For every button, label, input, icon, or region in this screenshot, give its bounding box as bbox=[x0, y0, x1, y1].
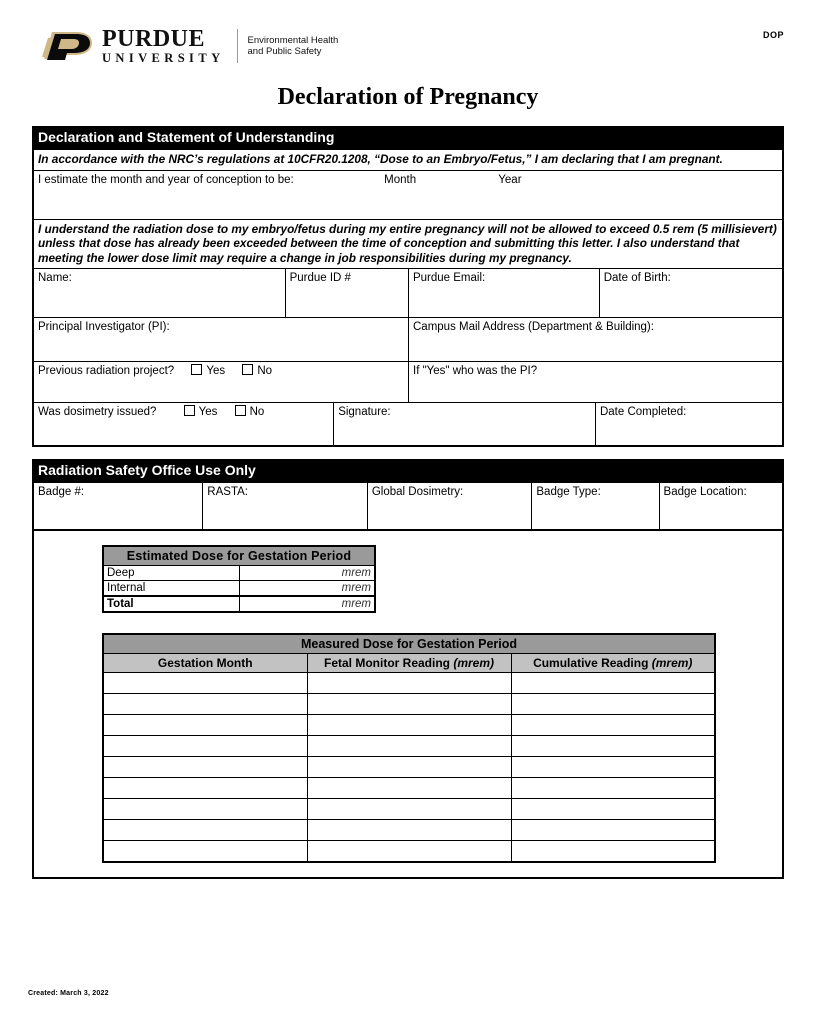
column-gestation-month-text: Gestation Month bbox=[157, 656, 253, 670]
estimated-deep-label: Deep bbox=[103, 566, 239, 581]
dosimetry-signature-row bbox=[34, 402, 782, 445]
cell-gestation-month[interactable] bbox=[103, 820, 307, 841]
table-row bbox=[103, 799, 715, 820]
cell-fetal-reading[interactable] bbox=[307, 799, 511, 820]
table-row bbox=[103, 715, 715, 736]
badge-number-label: Badge #: bbox=[38, 486, 85, 498]
estimated-internal-unit[interactable]: mrem bbox=[239, 581, 375, 597]
column-cumulative-text: Cumulative Reading bbox=[533, 656, 652, 670]
dosimetry-yes-label: Yes bbox=[198, 406, 218, 418]
estimated-dose-table bbox=[102, 545, 376, 613]
created-date-footer: Created: March 3, 2022 bbox=[28, 990, 109, 997]
table-row bbox=[103, 757, 715, 778]
field-previous-radiation-project[interactable] bbox=[34, 362, 408, 402]
badge-location-label: Badge Location: bbox=[663, 486, 747, 498]
section-header-rso: Radiation Safety Office Use Only bbox=[32, 459, 784, 483]
previous-project-row bbox=[34, 361, 782, 402]
column-fetal-monitor-unit: (mrem) bbox=[453, 656, 495, 670]
table-row bbox=[103, 841, 715, 862]
year-label: Year bbox=[498, 173, 522, 186]
field-badge-location[interactable] bbox=[659, 483, 782, 529]
statement-row-2 bbox=[34, 219, 782, 269]
field-badge-number[interactable] bbox=[34, 483, 202, 529]
dose-limit-statement: I understand the radiation dose to my embryo/fetus during my entire pregnancy will not be allowed to exceed 0.5 rem (5 millisievert) unless that dose has already been exceeded between the time of conception and submitting this letter. I also understand that meeting the lower dose limit may require a change in job responsibilities during my pregnancy. bbox=[38, 221, 777, 265]
cell-fetal-reading[interactable] bbox=[307, 820, 511, 841]
cell-cumulative-reading[interactable] bbox=[511, 799, 715, 820]
badge-row bbox=[34, 483, 782, 529]
cell-gestation-month[interactable] bbox=[103, 799, 307, 820]
dosimetry-yes-option[interactable] bbox=[184, 405, 218, 419]
conception-row bbox=[34, 170, 782, 219]
sub-brand-unit bbox=[248, 35, 339, 58]
declaration-block bbox=[32, 150, 784, 447]
field-rasta[interactable] bbox=[202, 483, 367, 529]
field-name[interactable] bbox=[34, 269, 285, 317]
field-was-dosimetry-issued[interactable] bbox=[34, 403, 333, 445]
cell-cumulative-reading[interactable] bbox=[511, 673, 715, 694]
field-purdue-email-label: Purdue Email: bbox=[412, 272, 486, 284]
measured-dose-column-row bbox=[103, 654, 715, 673]
conception-cell[interactable] bbox=[34, 171, 782, 219]
badge-type-label: Badge Type: bbox=[536, 486, 601, 498]
cell-gestation-month[interactable] bbox=[103, 673, 307, 694]
table-row bbox=[103, 778, 715, 799]
page-header bbox=[0, 0, 816, 80]
column-cumulative-reading bbox=[511, 654, 715, 673]
estimated-internal-label: Internal bbox=[103, 581, 239, 597]
cell-cumulative-reading[interactable] bbox=[511, 757, 715, 778]
cell-gestation-month[interactable] bbox=[103, 736, 307, 757]
section-header-declaration: Declaration and Statement of Understanding bbox=[32, 126, 784, 150]
cell-gestation-month[interactable] bbox=[103, 841, 307, 862]
checkbox-icon-dosimetry-no[interactable] bbox=[235, 405, 246, 416]
field-if-yes-who-was-pi[interactable] bbox=[408, 362, 782, 402]
column-fetal-monitor-text: Fetal Monitor Reading bbox=[323, 656, 454, 670]
field-date-completed[interactable] bbox=[595, 403, 782, 445]
purdue-motion-p-logo-icon bbox=[42, 26, 94, 66]
sub-brand-line-1: Environmental Health bbox=[247, 34, 339, 46]
column-cumulative-unit: (mrem) bbox=[651, 656, 693, 670]
estimated-dose-title-row bbox=[103, 546, 375, 566]
dosimetry-no-label: No bbox=[249, 406, 265, 418]
cell-fetal-reading[interactable] bbox=[307, 736, 511, 757]
rasta-label: RASTA: bbox=[207, 486, 248, 498]
cell-cumulative-reading[interactable] bbox=[511, 820, 715, 841]
cell-fetal-reading[interactable] bbox=[307, 841, 511, 862]
purdue-wordmark bbox=[102, 27, 225, 65]
previous-project-yes-option[interactable] bbox=[191, 364, 225, 378]
estimated-total-unit[interactable]: mrem bbox=[239, 596, 375, 612]
table-row bbox=[103, 673, 715, 694]
checkbox-icon-dosimetry-yes[interactable] bbox=[184, 405, 195, 416]
measured-dose-body bbox=[103, 673, 715, 862]
field-principal-investigator[interactable] bbox=[34, 318, 408, 361]
field-pi-label: Principal Investigator (PI): bbox=[38, 321, 170, 333]
previous-project-no-option[interactable] bbox=[242, 364, 272, 378]
month-label: Month bbox=[384, 173, 417, 186]
cell-fetal-reading[interactable] bbox=[307, 778, 511, 799]
field-name-label: Name: bbox=[38, 272, 72, 284]
nrc-statement: In accordance with the NRC’s regulations at 10CFR20.1208, “Dose to an Embryo/Fetus,” I am declaring that I am pregnant. bbox=[38, 152, 723, 166]
cell-cumulative-reading[interactable] bbox=[511, 778, 715, 799]
checkbox-icon-previous-no[interactable] bbox=[242, 364, 253, 375]
wordmark-university: UNIVERSITY bbox=[102, 51, 225, 66]
table-row bbox=[103, 566, 375, 581]
previous-yes-label: Yes bbox=[206, 365, 226, 377]
field-date-of-birth[interactable] bbox=[599, 269, 782, 317]
field-date-of-birth-label: Date of Birth: bbox=[603, 272, 671, 284]
cell-cumulative-reading[interactable] bbox=[511, 736, 715, 757]
dosimetry-issued-label: Was dosimetry issued? bbox=[38, 406, 157, 418]
field-purdue-id-label: Purdue ID # bbox=[289, 272, 351, 284]
field-badge-type[interactable] bbox=[531, 483, 658, 529]
table-row bbox=[103, 736, 715, 757]
cell-gestation-month[interactable] bbox=[103, 715, 307, 736]
column-fetal-monitor-reading bbox=[307, 654, 511, 673]
identity-row bbox=[34, 268, 782, 317]
table-row bbox=[103, 694, 715, 715]
conception-label: I estimate the month and year of conception to be: bbox=[38, 173, 294, 186]
wordmark-purdue: PURDUE bbox=[102, 26, 205, 53]
pi-address-row bbox=[34, 317, 782, 361]
cell-fetal-reading[interactable] bbox=[307, 715, 511, 736]
field-campus-mail-address[interactable] bbox=[408, 318, 782, 361]
date-completed-label: Date Completed: bbox=[599, 406, 687, 418]
if-yes-pi-label: If "Yes" who was the PI? bbox=[413, 365, 538, 377]
purdue-brand-lockup bbox=[42, 25, 338, 67]
cell-gestation-month[interactable] bbox=[103, 757, 307, 778]
cell-gestation-month[interactable] bbox=[103, 778, 307, 799]
estimated-total-label: Total bbox=[103, 596, 239, 612]
column-gestation-month bbox=[103, 654, 307, 673]
page-title: Declaration of Pregnancy bbox=[277, 84, 539, 110]
checkbox-icon-previous-yes[interactable] bbox=[191, 364, 202, 375]
brand-divider bbox=[237, 29, 238, 63]
sub-brand-line-2: and Public Safety bbox=[247, 46, 322, 57]
global-dosimetry-label: Global Dosimetry: bbox=[371, 486, 464, 498]
dosimetry-no-option[interactable] bbox=[235, 405, 265, 419]
table-row bbox=[103, 596, 375, 612]
measured-dose-title-row bbox=[103, 634, 715, 654]
measured-dose-table bbox=[102, 633, 716, 863]
cell-fetal-reading[interactable] bbox=[307, 673, 511, 694]
cell-gestation-month[interactable] bbox=[103, 694, 307, 715]
table-row bbox=[103, 820, 715, 841]
field-campus-mail-label: Campus Mail Address (Department & Building): bbox=[413, 321, 654, 333]
cell-fetal-reading[interactable] bbox=[307, 757, 511, 778]
field-global-dosimetry[interactable] bbox=[367, 483, 532, 529]
statement-row-1 bbox=[34, 150, 782, 170]
cell-cumulative-reading[interactable] bbox=[511, 694, 715, 715]
previous-no-label: No bbox=[257, 365, 273, 377]
estimated-deep-unit[interactable]: mrem bbox=[239, 566, 375, 581]
cell-fetal-reading[interactable] bbox=[307, 694, 511, 715]
field-purdue-email[interactable] bbox=[408, 269, 599, 317]
table-row bbox=[103, 581, 375, 597]
document-code: DOP bbox=[762, 30, 784, 40]
field-signature[interactable] bbox=[333, 403, 595, 445]
signature-label: Signature: bbox=[338, 406, 391, 418]
rso-block bbox=[32, 483, 784, 879]
cell-cumulative-reading[interactable] bbox=[511, 715, 715, 736]
field-purdue-id[interactable] bbox=[285, 269, 408, 317]
previous-project-label: Previous radiation project? bbox=[38, 365, 175, 377]
estimated-dose-title: Estimated Dose for Gestation Period bbox=[103, 546, 375, 566]
measured-dose-title: Measured Dose for Gestation Period bbox=[103, 634, 715, 654]
cell-cumulative-reading[interactable] bbox=[511, 841, 715, 862]
dose-tables-area bbox=[34, 529, 782, 877]
form-container bbox=[32, 126, 784, 879]
